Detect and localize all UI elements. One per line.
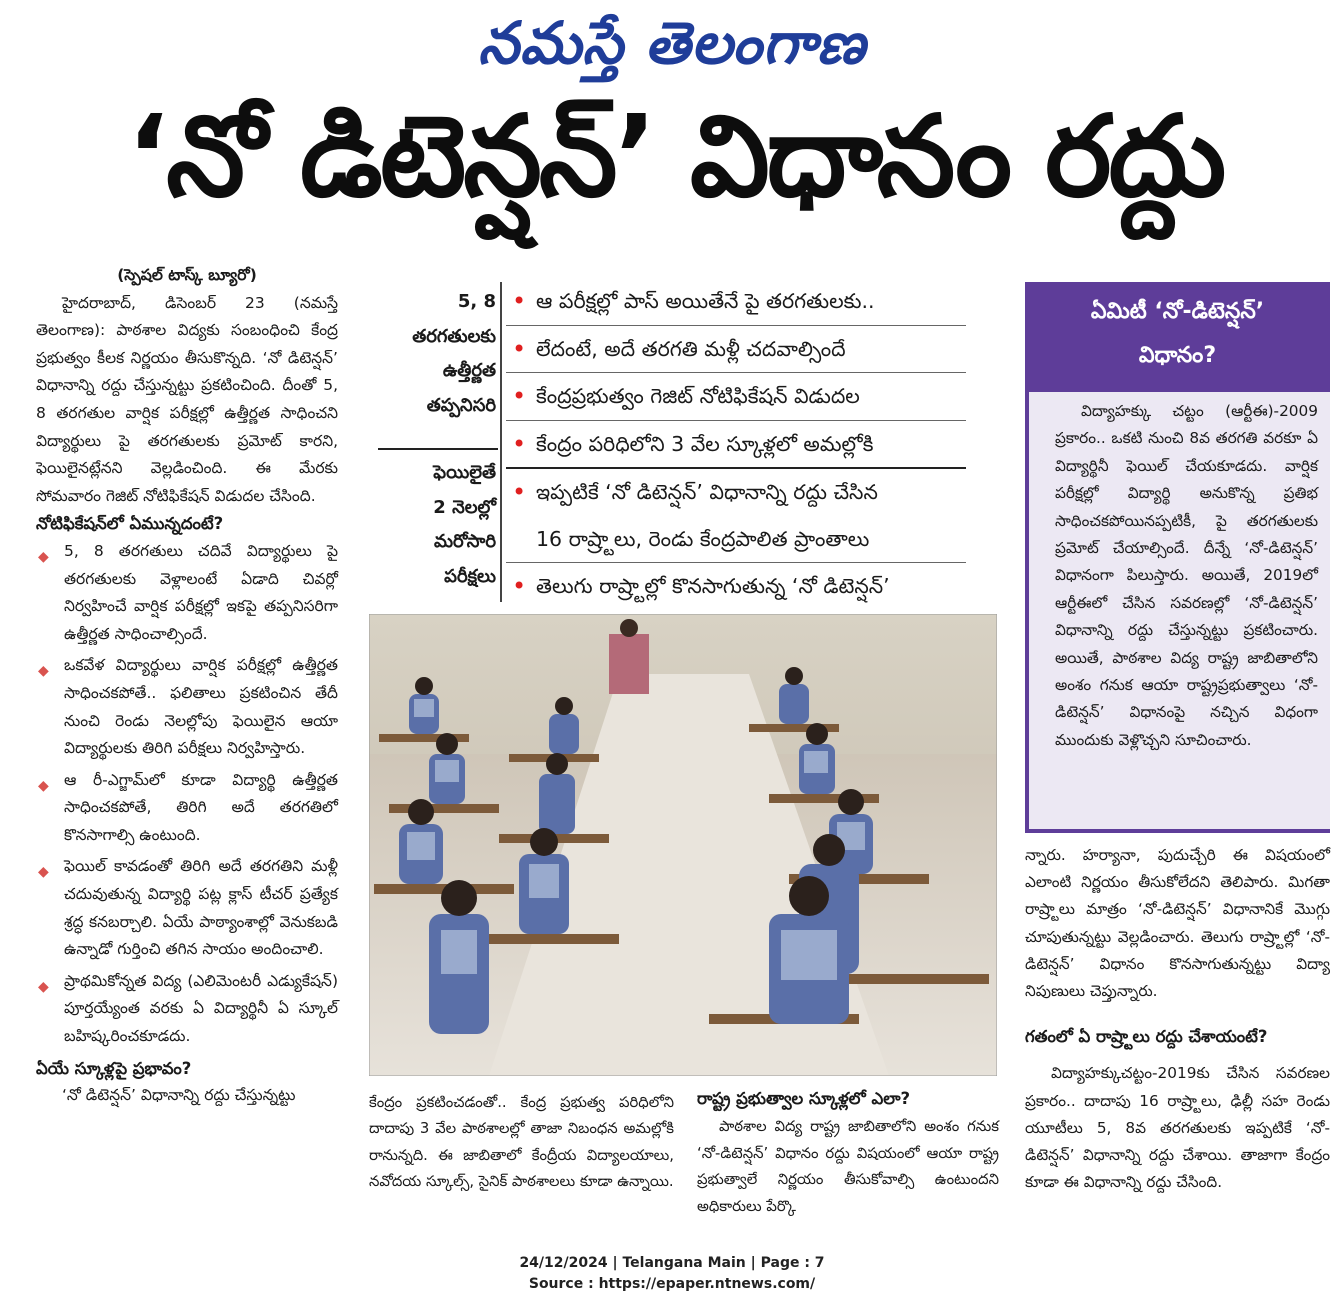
red-bullet-icon: • bbox=[512, 287, 527, 315]
footer-date-page: 24/12/2024 | Telangana Main | Page : 7 bbox=[519, 1255, 825, 1271]
right-para-2: విద్యాహక్కుచట్టం-2019కు చేసిన సవరణల ప్రకారం.. దాదాపు 16 రాష్ర్టాలు, ఢిల్లీ సహ రెండు యూటీలు 5, 8వ తరగతులకు ఇప్పటికే ‘నో-డిటెన్షన్’ విధానాన్ని రద్దు చేశాయి. తాజాగా కేంద్రం కూడా ఈ విధానాన్ని రద్దు చేసింది. bbox=[1025, 1064, 1330, 1192]
highlight-row: • కేంద్రప్రభుత్వం గెజిట్ నోటిఫికేషన్ విడుదల bbox=[506, 373, 966, 421]
masthead-logo: నమస్తే తెలంగాణ bbox=[478, 9, 866, 77]
list-item: ◆ ఒకవేళ విద్యార్థులు వార్షిక పరీక్షల్లో ఉత్తీర్ణత సాధించకపోతే.. ఫలితాలు ప్రకటించిన తేదీ నుంచి రెండు నెలల్లోపు ఫెయిలైన ఆయా విద్యార్థులకు తిరిగి పరీక్షలు నిర్వహిస్తారు. bbox=[38, 656, 338, 758]
highlight-row: • కేంద్రం పరిధిలోని 3 వేల స్కూళ్లలో అమల్లోకి bbox=[506, 421, 966, 470]
highlight-left-top: 5, 8 తరగతులకు ఉత్తీర్ణత తప్పనిసరి bbox=[412, 291, 496, 416]
subheading-states-cancelled: గతంలో ఏ రాష్ర్టాలు రద్దు చేశాయంటే? bbox=[1025, 1027, 1268, 1047]
byline: (స్పెషల్ టాస్క్ బ్యూరో) bbox=[117, 266, 257, 284]
diamond-bullet-icon: ◆ bbox=[38, 777, 49, 794]
exam-hall-photo bbox=[369, 614, 997, 1076]
highlight-row: • లేదంటే, అదే తరగతి మళ్లీ చదవాల్సిందే bbox=[506, 326, 966, 374]
list-item: ◆ 5, 8 తరగతులు చదివే విద్యార్థులు పై తరగతులకు వెళ్లాలంటే ఏడాది చివర్లో నిర్వహించే వార్షిక పరీక్షల్లో ఇకపై తప్పనిసరిగా ఉత్తీర్ణత సాధించాల్సిందే. bbox=[38, 541, 338, 643]
headline: ‘నో డిటెన్షన్’ విధానం రద్దు bbox=[126, 92, 1224, 222]
highlight-row: 16 రాష్ర్టాలు, రెండు కేంద్రపాలిత ప్రాంతాలు bbox=[506, 516, 966, 564]
subheading-state-schools: రాష్ట్ర ప్రభుత్వాల స్కూళ్లలో ఎలా? bbox=[697, 1089, 911, 1108]
diamond-bullet-icon: ◆ bbox=[38, 548, 49, 565]
highlight-divider bbox=[378, 448, 498, 450]
mid-bottom-col2: రాష్ట్ర ప్రభుత్వాల స్కూళ్లలో ఎలా? పాఠశాల విద్య రాష్ట్ర జాబితాలోని అంశం గనుక ‘నో-డిటెన్షన్’ విధానం రద్దు విషయంలో ఆయా రాష్ట్ర ప్రభుత్వాలే నిర్ణయం తీసుకోవాల్సి ఉంటుందని అధికారులు పేర్కొ bbox=[697, 1086, 999, 1220]
exam-hall-illustration bbox=[369, 614, 997, 1076]
right-bottom-column bbox=[1025, 842, 1330, 1196]
red-bullet-icon: • bbox=[512, 382, 527, 410]
tail-paragraph: ‘నో డిటెన్షన్’ విధానాన్ని రద్దు చేస్తున్నట్టు bbox=[62, 1086, 296, 1105]
intro-paragraph: హైదరాబాద్, డిసెంబర్ 23 (నమస్తే తెలంగాణ): పాఠశాల విద్యకు సంబంధించి కేంద్ర ప్రభుత్వం కీలక నిర్ణయం తీసుకొన్నది. ‘నో డిటెన్షన్’ విధానాన్ని రద్దు చేస్తున్నట్టు ప్రకటించింది. దీంతో 5, 8 తరగతుల వార్షిక పరీక్షల్లో ఉత్తీర్ణత సాధించని విద్యార్థులు పై తరగతులకు ప్రమోట్ కారని, ఫెయిలైనట్లేనని వెల్లడించింది. ఈ మేరకు సోమవారం గెజిట్ నోటిఫికేషన్ విడుదల చేసింది. bbox=[36, 293, 338, 505]
highlight-row: • ఆ పరీక్షల్లో పాస్ అయితేనే పై తరగతులకు.. bbox=[506, 278, 966, 326]
list-item: ◆ ఫెయిల్ కావడంతో తిరిగి అదే తరగతిని మళ్లీ చదువుతున్న విద్యార్థి పట్ల క్లాస్ టీచర్ ప్రత్యేక శ్రద్ధ కనబర్చాలి. ఏయే పాఠ్యాంశాల్లో వెనుకబడి ఉన్నాడో గుర్తించి తగిన సాయం అందించాలి. bbox=[38, 857, 338, 959]
footer-source: Source : https://epaper.ntnews.com/ bbox=[528, 1276, 816, 1292]
diamond-bullet-icon: ◆ bbox=[38, 978, 49, 995]
highlight-row: • తెలుగు రాష్ర్టాల్లో కొనసాగుతున్న ‘నో డిటెన్షన్’ bbox=[506, 563, 966, 610]
subheading-schools-impact: ఏయే స్కూళ్లపై ప్రభావం? bbox=[36, 1058, 192, 1078]
list-item: ◆ ప్రాథమికోన్నత విద్య (ఎలిమెంటరీ ఎడ్యుకేషన్) పూర్తయ్యేంత వరకు ఏ విద్యార్థినీ ఏ స్కూల్ బహిష్కరించకూడదు. bbox=[38, 971, 338, 1046]
highlight-left-bottom: ఫెయిలైతే 2 నెలల్లో మరోసారి పరీక్షలు bbox=[433, 462, 496, 587]
highlight-row: • ఇప్పటికే ‘నో డిటెన్షన్’ విధానాన్ని రద్దు చేసిన bbox=[506, 469, 966, 516]
footer bbox=[0, 1253, 1344, 1295]
red-bullet-icon: • bbox=[512, 429, 527, 458]
diamond-bullet-icon: ◆ bbox=[38, 663, 49, 680]
subheading-notification: నోటిఫికేషన్‌లో ఏమున్నదంటే? bbox=[36, 514, 224, 534]
sidebar-body: విద్యాహక్కు చట్టం (ఆర్టీఈ)-2009 ప్రకారం.. ఒకటి నుంచి 8వ తరగతి వరకూ ఏ విద్యార్థినీ ఫెయిల్ చేయకూడదు. వార్షిక పరీక్షల్లో విద్యార్థి అనుకొన్న ప్రతిభ సాధించకపోయినప్పటికీ, పై తరగతులకు ప్రమోట్ చేయాల్సిందే. దీన్నే ‘నో-డిటెన్షన్’ విధానంగా పిలుస్తారు. అయితే, 2019లో ఆర్టీఈలో చేసిన సవరణల్లో ‘నో-డిటెన్షన్’ విధానాన్ని రద్దు చేస్తున్నట్టు ప్రకటించారు. అయితే, పాఠశాల విద్య రాష్ట్ర జాబితాలోని అంశం గనుక ఆయా రాష్ట్రప్రభుత్వాలు ‘నో-డిటెన్షన్’ విధానంపై నచ్చిన విధంగా ముందుకు వెళ్లొచ్చని సూచించారు. bbox=[1025, 392, 1330, 833]
red-bullet-icon: • bbox=[512, 334, 527, 363]
list-item: ◆ ఆ రీ-ఎగ్జామ్‌లో కూడా విద్యార్థి ఉత్తీర్ణత సాధించకపోతే, తిరిగి అదే తరగతిలో కొనసాగాల్సి ఉంటుంది. bbox=[38, 770, 338, 844]
notification-bullets bbox=[36, 538, 338, 1051]
left-column bbox=[36, 262, 338, 1110]
red-bullet-icon: • bbox=[512, 478, 527, 506]
mid-bottom-col1: కేంద్రం ప్రకటించడంతో.. కేంద్ర ప్రభుత్వ పరిధిలోని దాదాపు 3 వేల పాఠశాలల్లో తాజా నిబంధన అమల్లోకి రానున్నది. ఈ జాబితాలో కేంద్రీయ విద్యాలయాలు, నవోదయ స్కూల్స్, సైనిక్ పాఠశాలలు కూడా ఉన్నాయి. bbox=[369, 1094, 674, 1191]
right-para-1: న్నారు. హర్యానా, పుదుచ్చేరి ఈ విషయంలో ఎలాంటి నిర్ణయం తీసుకోలేదని తెలిపారు. మిగతా రాష్ర్టాలు మాత్రం ‘నో-డిటెన్షన్’ విధానానికే మొగ్గు చూపుతున్నట్టు వెల్లడించారు. తెలుగు రాష్ర్టాల్లో ‘నో-డిటెన్షన్’ విధానం కొనసాగుతున్నట్టు విద్యా నిపుణులు చెప్తున్నారు. bbox=[1025, 846, 1330, 1001]
sidebar-title: ఏమిటీ ‘నో-డిటెన్షన్’ విధానం? bbox=[1025, 282, 1330, 392]
red-bullet-icon: • bbox=[512, 572, 527, 600]
highlight-vertical-rule bbox=[500, 282, 502, 602]
diamond-bullet-icon: ◆ bbox=[38, 864, 49, 881]
highlight-rows bbox=[506, 278, 966, 610]
